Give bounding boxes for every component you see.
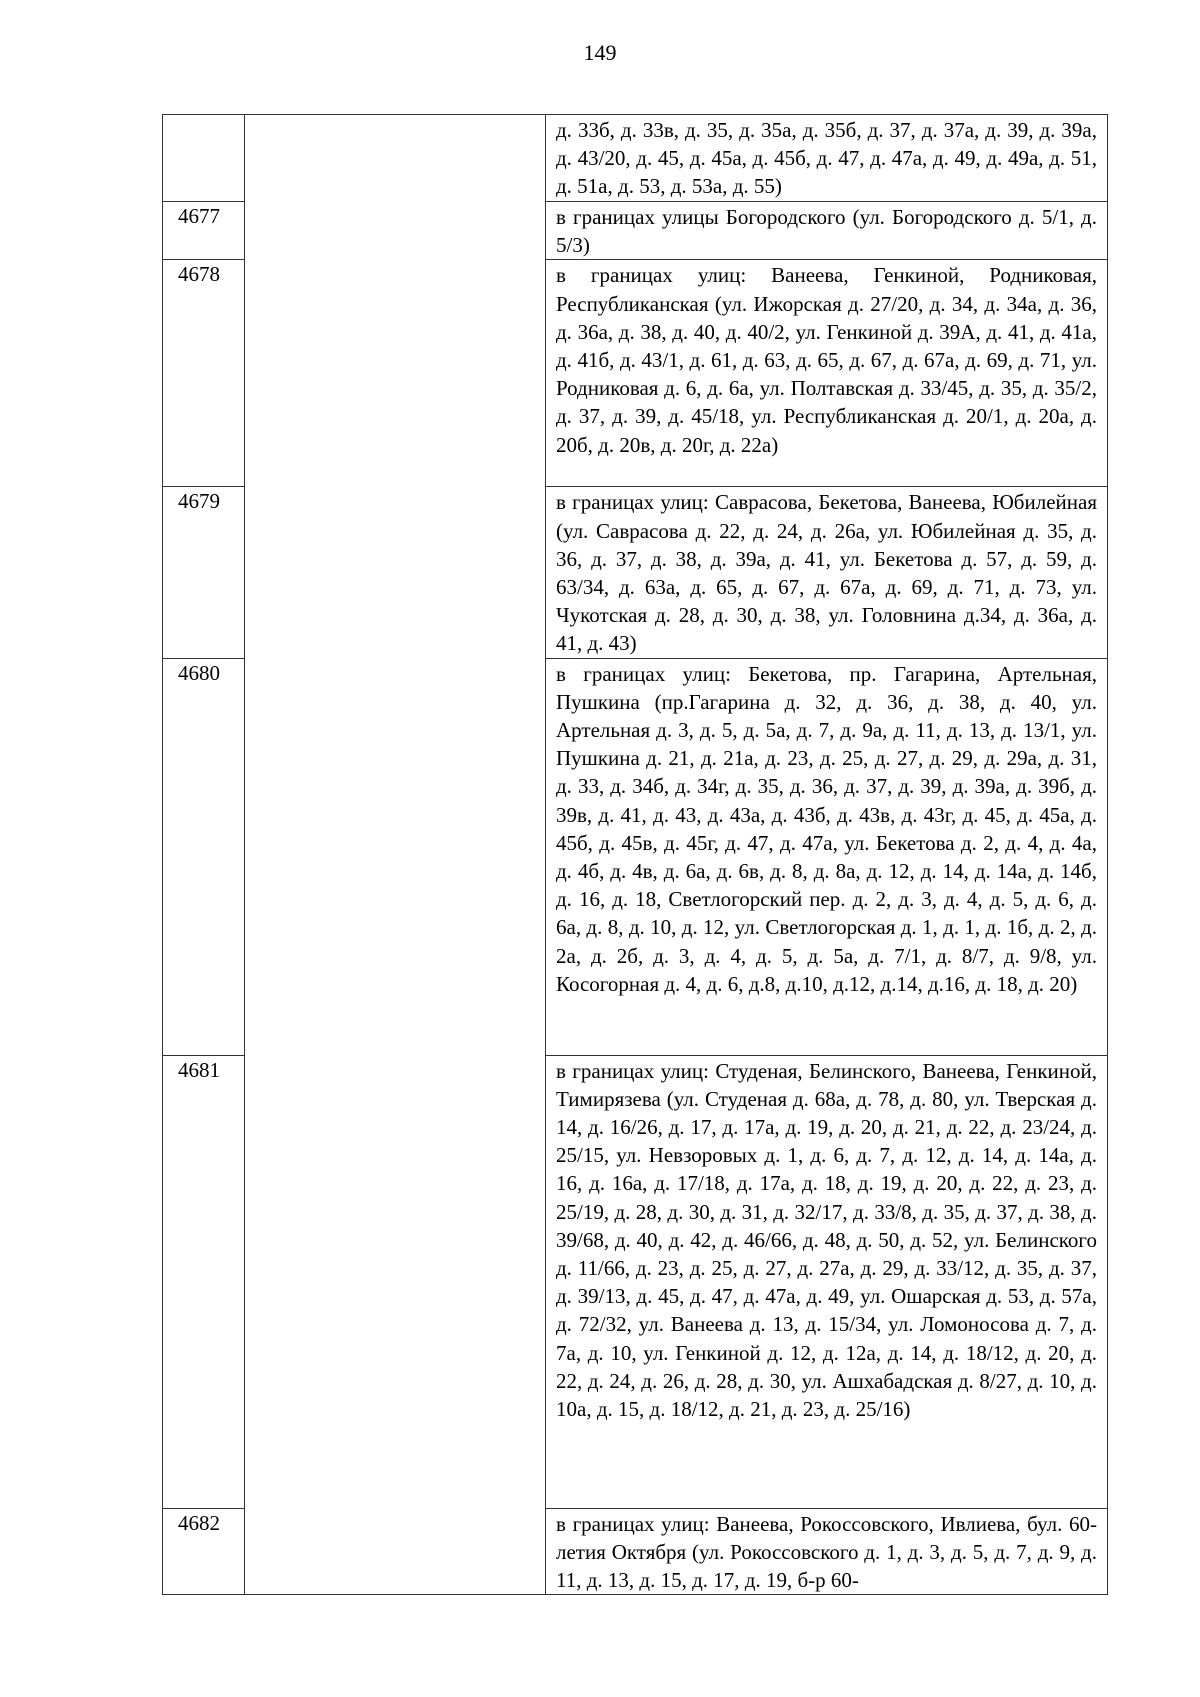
page-number: 149: [583, 40, 617, 65]
row-empty-cell: [245, 1508, 546, 1595]
row-address-text: в границах улиц: Студеная, Белинского, Ванеева, Генкиной, Тимирязева (ул. Студеная д. 68а, д. 78, д. 80, ул. Тверская д. 14, д. 16/26, д. 17, д. 17а, д. 19, д. 20, д. 21, д. 22, д. 23/24, д. 25/15, ул. Невзоровых д. 1, д. 6, д. 7, д. 12, д. 14, д. 14а, д. 16, д. 16а, д. 17/18, д. 17а, д. 18, д. 19, д. 20, д. 22, д. 23, д. 25/19, д. 28, д. 30, д. 31, д. 32/17, д. 33/8, д. 35, д. 37, д. 38, д. 39/68, д. 40, д. 42, д. 46/66, д. 48, д. 50, д. 52, ул. Белинского д. 11/66, д. 23, д. 25, д. 27, д. 27а, д. 29, д. 33/12, д. 35, д. 37, д. 39/13, д. 45, д. 47, д. 47а, д. 49, ул. Ошарская д. 53, д. 57а, д. 72/32, ул. Ванеева д. 13, д. 15/34, ул. Ломоносова д. 7, д. 7а, д. 10, ул. Генкиной д. 12, д. 12а, д. 14, д. 18/12, д. 20, д. 22, д. 24, д. 26, д. 28, д. 30, ул. Ашхабадская д. 8/27, д. 10, д. 10а, д. 15, д. 18/12, д. 21, д. 23, д. 25/16): [546, 1055, 1108, 1508]
table-row: [163, 115, 1108, 202]
row-empty-cell: [245, 202, 546, 260]
row-address-text: д. 33б, д. 33в, д. 35, д. 35а, д. 35б, д. 37, д. 37а, д. 39, д. 39а, д. 43/20, д. 45, д. 45а, д. 45б, д. 47, д. 47а, д. 49, д. 49а, д. 51, д. 51а, д. 53, д. 53а, д. 55): [546, 115, 1108, 202]
row-number: 4680: [163, 658, 245, 1055]
table-row: [163, 658, 1108, 1055]
row-empty-cell: [245, 658, 546, 1055]
row-empty-cell: [245, 1055, 546, 1508]
row-address-text: в границах улиц: Бекетова, пр. Гагарина, Артельная, Пушкина (пр.Гагарина д. 32, д. 36, д. 38, д. 40, ул. Артельная д. 3, д. 5, д. 5а, д. 7, д. 9а, д. 11, д. 13, д. 13/1, ул. Пушкина д. 21, д. 21а, д. 23, д. 25, д. 27, д. 29, д. 29а, д. 31, д. 33, д. 34б, д. 34г, д. 35, д. 36, д. 37, д. 39, д. 39а, д. 39б, д. 39в, д. 41, д. 43, д. 43а, д. 43б, д. 43в, д. 43г, д. 45, д. 45а, д. 45б, д. 45в, д. 45г, д. 47, д. 47а, ул. Бекетова д. 2, д. 4, д. 4а, д. 4б, д. 4в, д. 6а, д. 6в, д. 8, д. 8а, д. 12, д. 14, д. 14а, д. 14б, д. 16, д. 18, Светлогорский пер. д. 2, д. 3, д. 4, д. 5, д. 6, д. 6а, д. 8, д. 10, д. 12, ул. Светлогорская д. 1, д. 1, д. 1б, д. 2, д. 2а, д. 2б, д. 3, д. 4, д. 5, д. 5а, д. 7/1, д. 8/7, д. 9/8, ул. Косогорная д. 4, д. 6, д.8, д.10, д.12, д.14, д.16, д. 18, д. 20): [546, 658, 1108, 1055]
table-row: [163, 487, 1108, 658]
row-number: 4678: [163, 260, 245, 487]
row-number: 4682: [163, 1508, 245, 1595]
row-empty-cell: [245, 115, 546, 202]
table-row: [163, 1055, 1108, 1508]
address-table: [162, 114, 1108, 1595]
row-address-text: в границах улиц: Саврасова, Бекетова, Ванеева, Юбилейная (ул. Саврасова д. 22, д. 24, д. 26а, ул. Юбилейная д. 35, д. 36, д. 37, д. 38, д. 39а, д. 41, ул. Бекетова д. 57, д. 59, д. 63/34, д. 63а, д. 65, д. 67, д. 67а, д. 69, д. 71, д. 73, ул. Чукотская д. 28, д. 30, д. 38, ул. Головнина д.34, д. 36а, д. 41, д. 43): [546, 487, 1108, 658]
table-row: [163, 202, 1108, 260]
row-address-text: в границах улиц: Ванеева, Генкиной, Родниковая, Республиканская (ул. Ижорская д. 27/20, д. 34, д. 34а, д. 36, д. 36а, д. 38, д. 40, д. 40/2, ул. Генкиной д. 39А, д. 41, д. 41а, д. 41б, д. 43/1, д. 61, д. 63, д. 65, д. 67, д. 67а, д. 69, д. 71, ул. Родниковая д. 6, д. 6а, ул. Полтавская д. 33/45, д. 35, д. 35/2, д. 37, д. 39, д. 45/18, ул. Республиканская д. 20/1, д. 20а, д. 20б, д. 20в, д. 20г, д. 22а): [546, 260, 1108, 487]
table-row: [163, 260, 1108, 487]
row-empty-cell: [245, 487, 546, 658]
row-address-text: в границах улицы Богородского (ул. Богородского д. 5/1, д. 5/3): [546, 202, 1108, 260]
row-number: 4679: [163, 487, 245, 658]
row-number: 4677: [163, 202, 245, 260]
table-row: [163, 1508, 1108, 1595]
row-empty-cell: [245, 260, 546, 487]
row-address-text: в границах улиц: Ванеева, Рокоссовского, Ивлиева, бул. 60-летия Октября (ул. Рокоссовского д. 1, д. 3, д. 5, д. 7, д. 9, д. 11, д. 13, д. 15, д. 17, д. 19, б-р 60-: [546, 1508, 1108, 1595]
row-number: 4681: [163, 1055, 245, 1508]
row-number: [163, 115, 245, 202]
